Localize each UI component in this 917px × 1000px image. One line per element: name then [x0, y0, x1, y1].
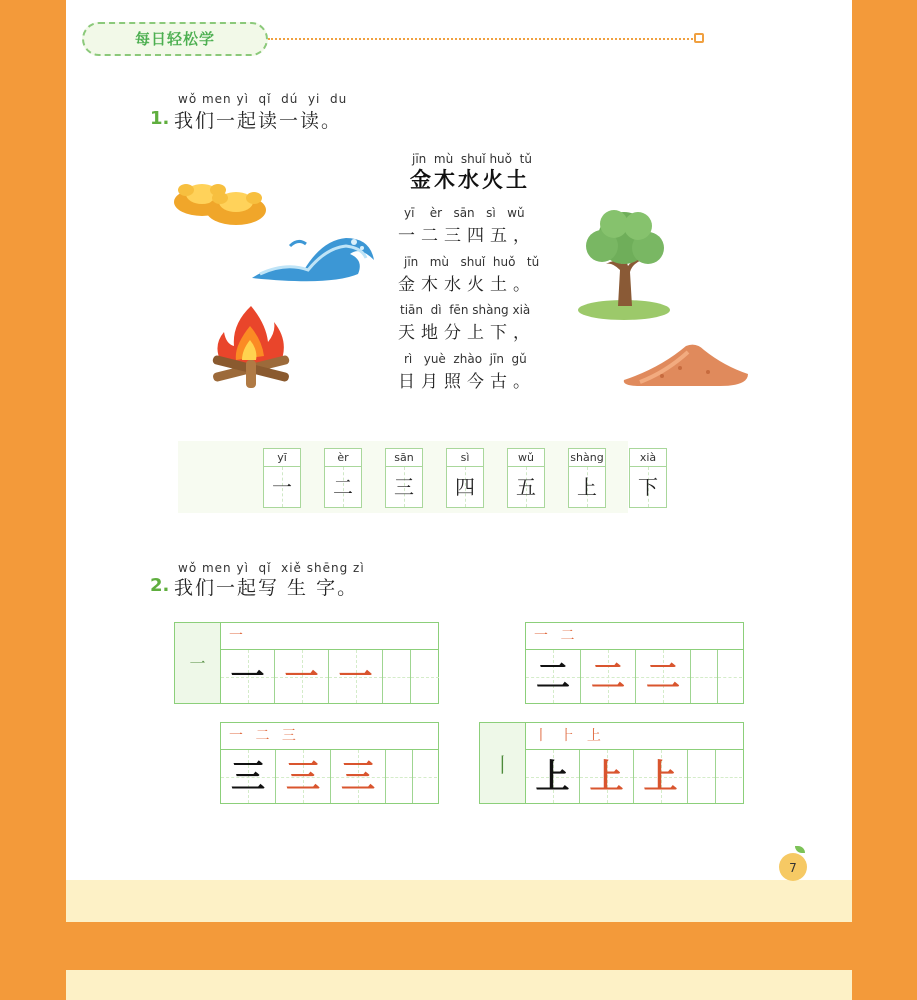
character-card-char: 五 — [516, 475, 536, 499]
character-card-pinyin: sān — [386, 449, 422, 467]
writing-grid — [220, 722, 439, 804]
character-card — [507, 448, 545, 508]
stroke-order: 丨 ⺊ 上 — [526, 723, 743, 750]
character-card — [568, 448, 606, 508]
section1-title: 我们一起读一读。 — [174, 110, 343, 132]
header-line-end — [694, 33, 704, 43]
section2-number: 2. — [150, 575, 170, 596]
writing-cell[interactable]: 二 — [581, 650, 636, 703]
page-bottom-band — [66, 880, 852, 922]
character-card-char: 三 — [394, 475, 414, 499]
writing-cell[interactable] — [413, 750, 437, 803]
character-card-char: 二 — [333, 475, 353, 499]
writing-cell[interactable] — [411, 650, 439, 703]
poem-line-pinyin: tiān dì fēn shàng xià — [400, 303, 531, 317]
poem-line: 一二三四五， — [398, 226, 536, 246]
character-card — [446, 448, 484, 508]
character-card-char: 四 — [455, 475, 475, 499]
character-card-char: 下 — [638, 475, 658, 499]
poem-title: 金木水火土 — [410, 168, 530, 192]
writing-grid-side — [480, 723, 526, 803]
stroke-order: 一 — [221, 623, 438, 650]
character-card-pinyin: èr — [325, 449, 361, 467]
writing-grid-side — [175, 623, 221, 703]
writing-grid — [174, 622, 439, 704]
poem-line: 金木水火土。 — [398, 275, 536, 295]
stroke-order: 一 二 三 — [221, 723, 438, 750]
poem-line-pinyin: rì yuè zhào jīn gǔ — [404, 352, 527, 366]
character-card-pinyin: xià — [630, 449, 666, 467]
writing-cell[interactable] — [386, 750, 413, 803]
writing-cell[interactable] — [691, 650, 718, 703]
character-card — [263, 448, 301, 508]
writing-cell[interactable]: 上 — [634, 750, 688, 803]
poem-line-pinyin: jīn mù shuǐ huǒ tǔ — [404, 255, 540, 269]
writing-cell[interactable] — [716, 750, 742, 803]
header-dotted-line — [268, 38, 696, 40]
writing-grid-side-stroke: 一 — [189, 654, 206, 673]
section2-pinyin: wǒ men yì qǐ xiě shēng zì — [178, 561, 365, 575]
section2-title: 我们一起写 生 字。 — [174, 577, 359, 599]
character-card-pinyin: shàng — [569, 449, 605, 467]
character-card-pinyin: yī — [264, 449, 300, 467]
tree-icon — [576, 206, 672, 322]
writing-cell[interactable]: 一 — [221, 650, 275, 703]
wave-icon — [250, 230, 376, 286]
character-card-pinyin: sì — [447, 449, 483, 467]
writing-cell[interactable]: 一 — [275, 650, 329, 703]
stroke-order: 一 二 — [526, 623, 743, 650]
writing-cell[interactable]: 一 — [329, 650, 383, 703]
gold-ingot-icon — [172, 176, 270, 228]
writing-cell[interactable]: 三 — [331, 750, 386, 803]
page-number: 7 — [779, 853, 807, 881]
writing-cell[interactable] — [688, 750, 716, 803]
next-page-edge — [66, 970, 852, 1000]
character-card — [324, 448, 362, 508]
writing-cell[interactable]: 二 — [526, 650, 581, 703]
poem-line-pinyin: yī èr sān sì wǔ — [404, 206, 525, 220]
fire-icon — [206, 302, 296, 390]
writing-cell[interactable]: 二 — [636, 650, 691, 703]
character-card — [629, 448, 667, 508]
writing-cell[interactable]: 上 — [580, 750, 634, 803]
writing-cell[interactable]: 三 — [276, 750, 331, 803]
writing-cell[interactable]: 上 — [526, 750, 580, 803]
writing-grid-side-stroke: 丨 — [492, 753, 513, 777]
character-card-char: 一 — [272, 475, 292, 499]
section1-number: 1. — [150, 108, 170, 129]
character-card-pinyin: wǔ — [508, 449, 544, 467]
poem-line: 日月照今古。 — [398, 372, 536, 392]
writing-cell[interactable] — [718, 650, 742, 703]
writing-grid — [525, 622, 744, 704]
poem-title-pinyin: jīn mù shuǐ huǒ tǔ — [412, 152, 532, 166]
poem-line: 天地分上下， — [398, 323, 536, 343]
writing-grid — [479, 722, 744, 804]
section1-pinyin: wǒ men yì qǐ dú yi du — [178, 92, 348, 106]
character-card-char: 上 — [577, 475, 597, 499]
header-tab — [82, 22, 268, 56]
character-card — [385, 448, 423, 508]
header-tab-label: 每日轻松学 — [134, 30, 215, 48]
writing-cell[interactable]: 三 — [221, 750, 276, 803]
writing-cell[interactable] — [383, 650, 411, 703]
soil-mound-icon — [620, 338, 752, 390]
